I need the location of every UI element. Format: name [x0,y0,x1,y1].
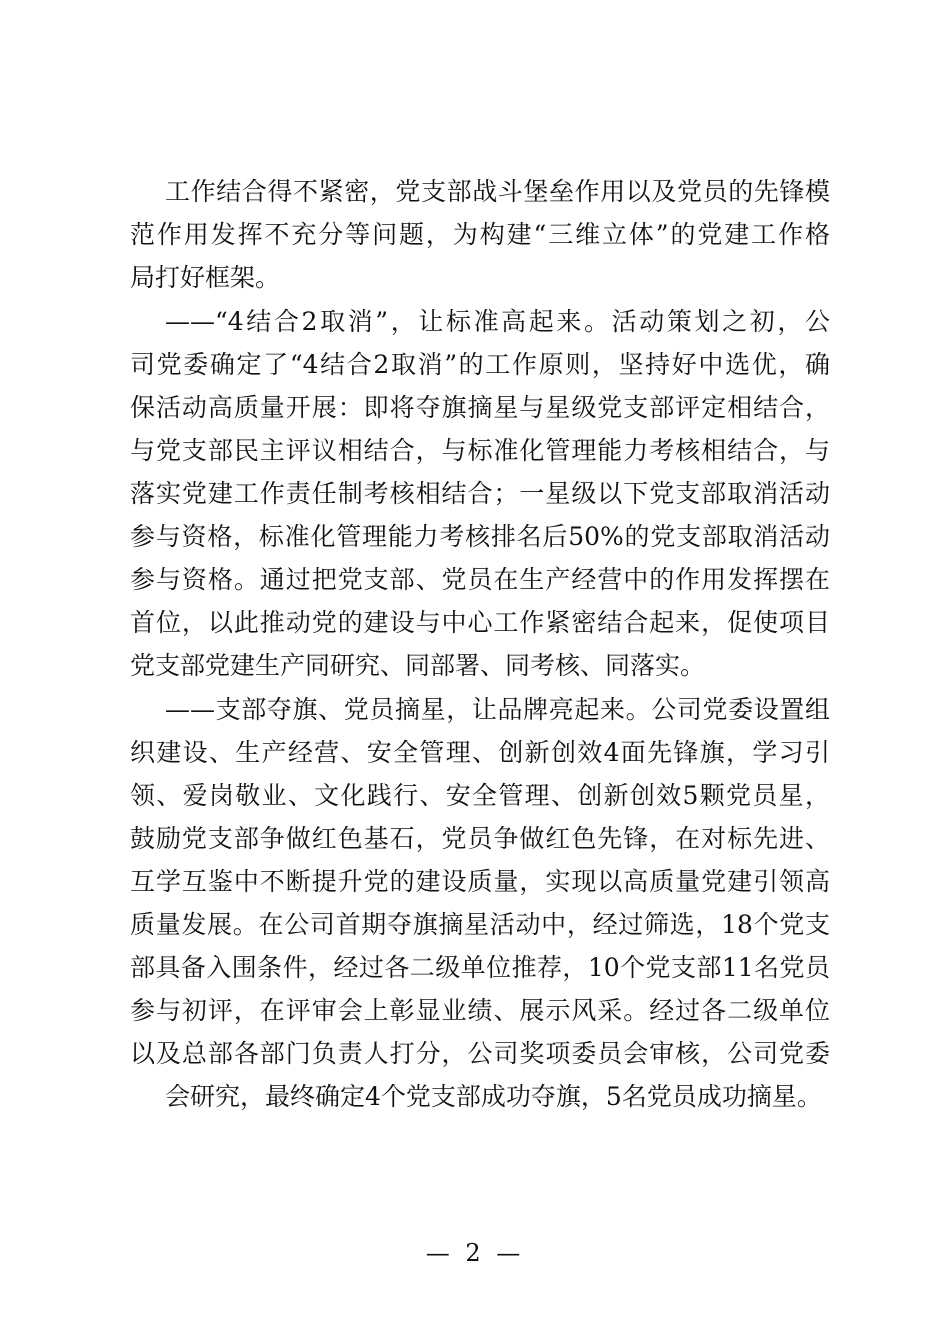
paragraph-1-line-3: 局打好框架。 [130,263,281,292]
paragraph-3-line-9: 以及总部各部门负责人打分，公司奖项委员会审核，公司党委 [130,1039,830,1068]
paragraph-3-line-4: 鼓励党支部争做红色基石，党员争做红色先锋，在对标先进、 [130,824,830,853]
paragraph-2-line-8: 首位，以此推动党的建设与中心工作紧密结合起来，促使项目 [130,608,830,637]
paragraph-1-line-1: 工作结合得不紧密，党支部战斗堡垒作用以及党员的先锋模 [165,177,830,206]
paragraph-2-line-3: 保活动高质量开展：即将夺旗摘星与星级党支部评定相结合， [130,393,830,422]
paragraph-2-line-6: 参与资格，标准化管理能力考核排名后50%的党支部取消活动 [130,522,830,551]
paragraph-3-line-7: 部具备入围条件，经过各二级单位推荐，10个党支部11名党员 [130,953,830,982]
paragraph-1-line-2: 范作用发挥不充分等问题，为构建“三维立体”的党建工作格 [130,220,830,249]
paragraph-3-line-8: 参与初评，在评审会上彰显业绩、展示风采。经过各二级单位 [130,996,830,1025]
paragraph-3-line-2: 织建设、生产经营、安全管理、创新创效4面先锋旗，学习引 [130,738,830,767]
paragraph-3-line-1: ——支部夺旗、党员摘星，让品牌亮起来。公司党委设置组 [165,695,830,724]
paragraph-3-line-6: 质量发展。在公司首期夺旗摘星活动中，经过筛选，18个党支 [130,910,830,939]
paragraph-4-line-1: 会研究，最终确定4个党支部成功夺旗，5名党员成功摘星。 [165,1082,822,1111]
page-number: — 2 — [425,1239,525,1267]
paragraph-3-line-5: 互学互鉴中不断提升党的建设质量，实现以高质量党建引领高 [130,867,830,896]
paragraph-2-line-5: 落实党建工作责任制考核相结合；一星级以下党支部取消活动 [130,479,830,508]
paragraph-2-line-2: 司党委确定了“4结合2取消”的工作原则，坚持好中选优，确 [130,350,830,379]
paragraph-2-line-7: 参与资格。通过把党支部、党员在生产经营中的作用发挥摆在 [130,565,830,594]
paragraph-2-line-1: ——“4结合2取消”，让标准高起来。活动策划之初，公 [165,307,830,336]
paragraph-2-line-4: 与党支部民主评议相结合，与标准化管理能力考核相结合，与 [130,436,830,465]
paragraph-3-line-3: 领、爱岗敬业、文化践行、安全管理、创新创效5颗党员星， [130,781,830,810]
paragraph-2-line-9: 党支部党建生产同研究、同部署、同考核、同落实。 [130,651,706,680]
